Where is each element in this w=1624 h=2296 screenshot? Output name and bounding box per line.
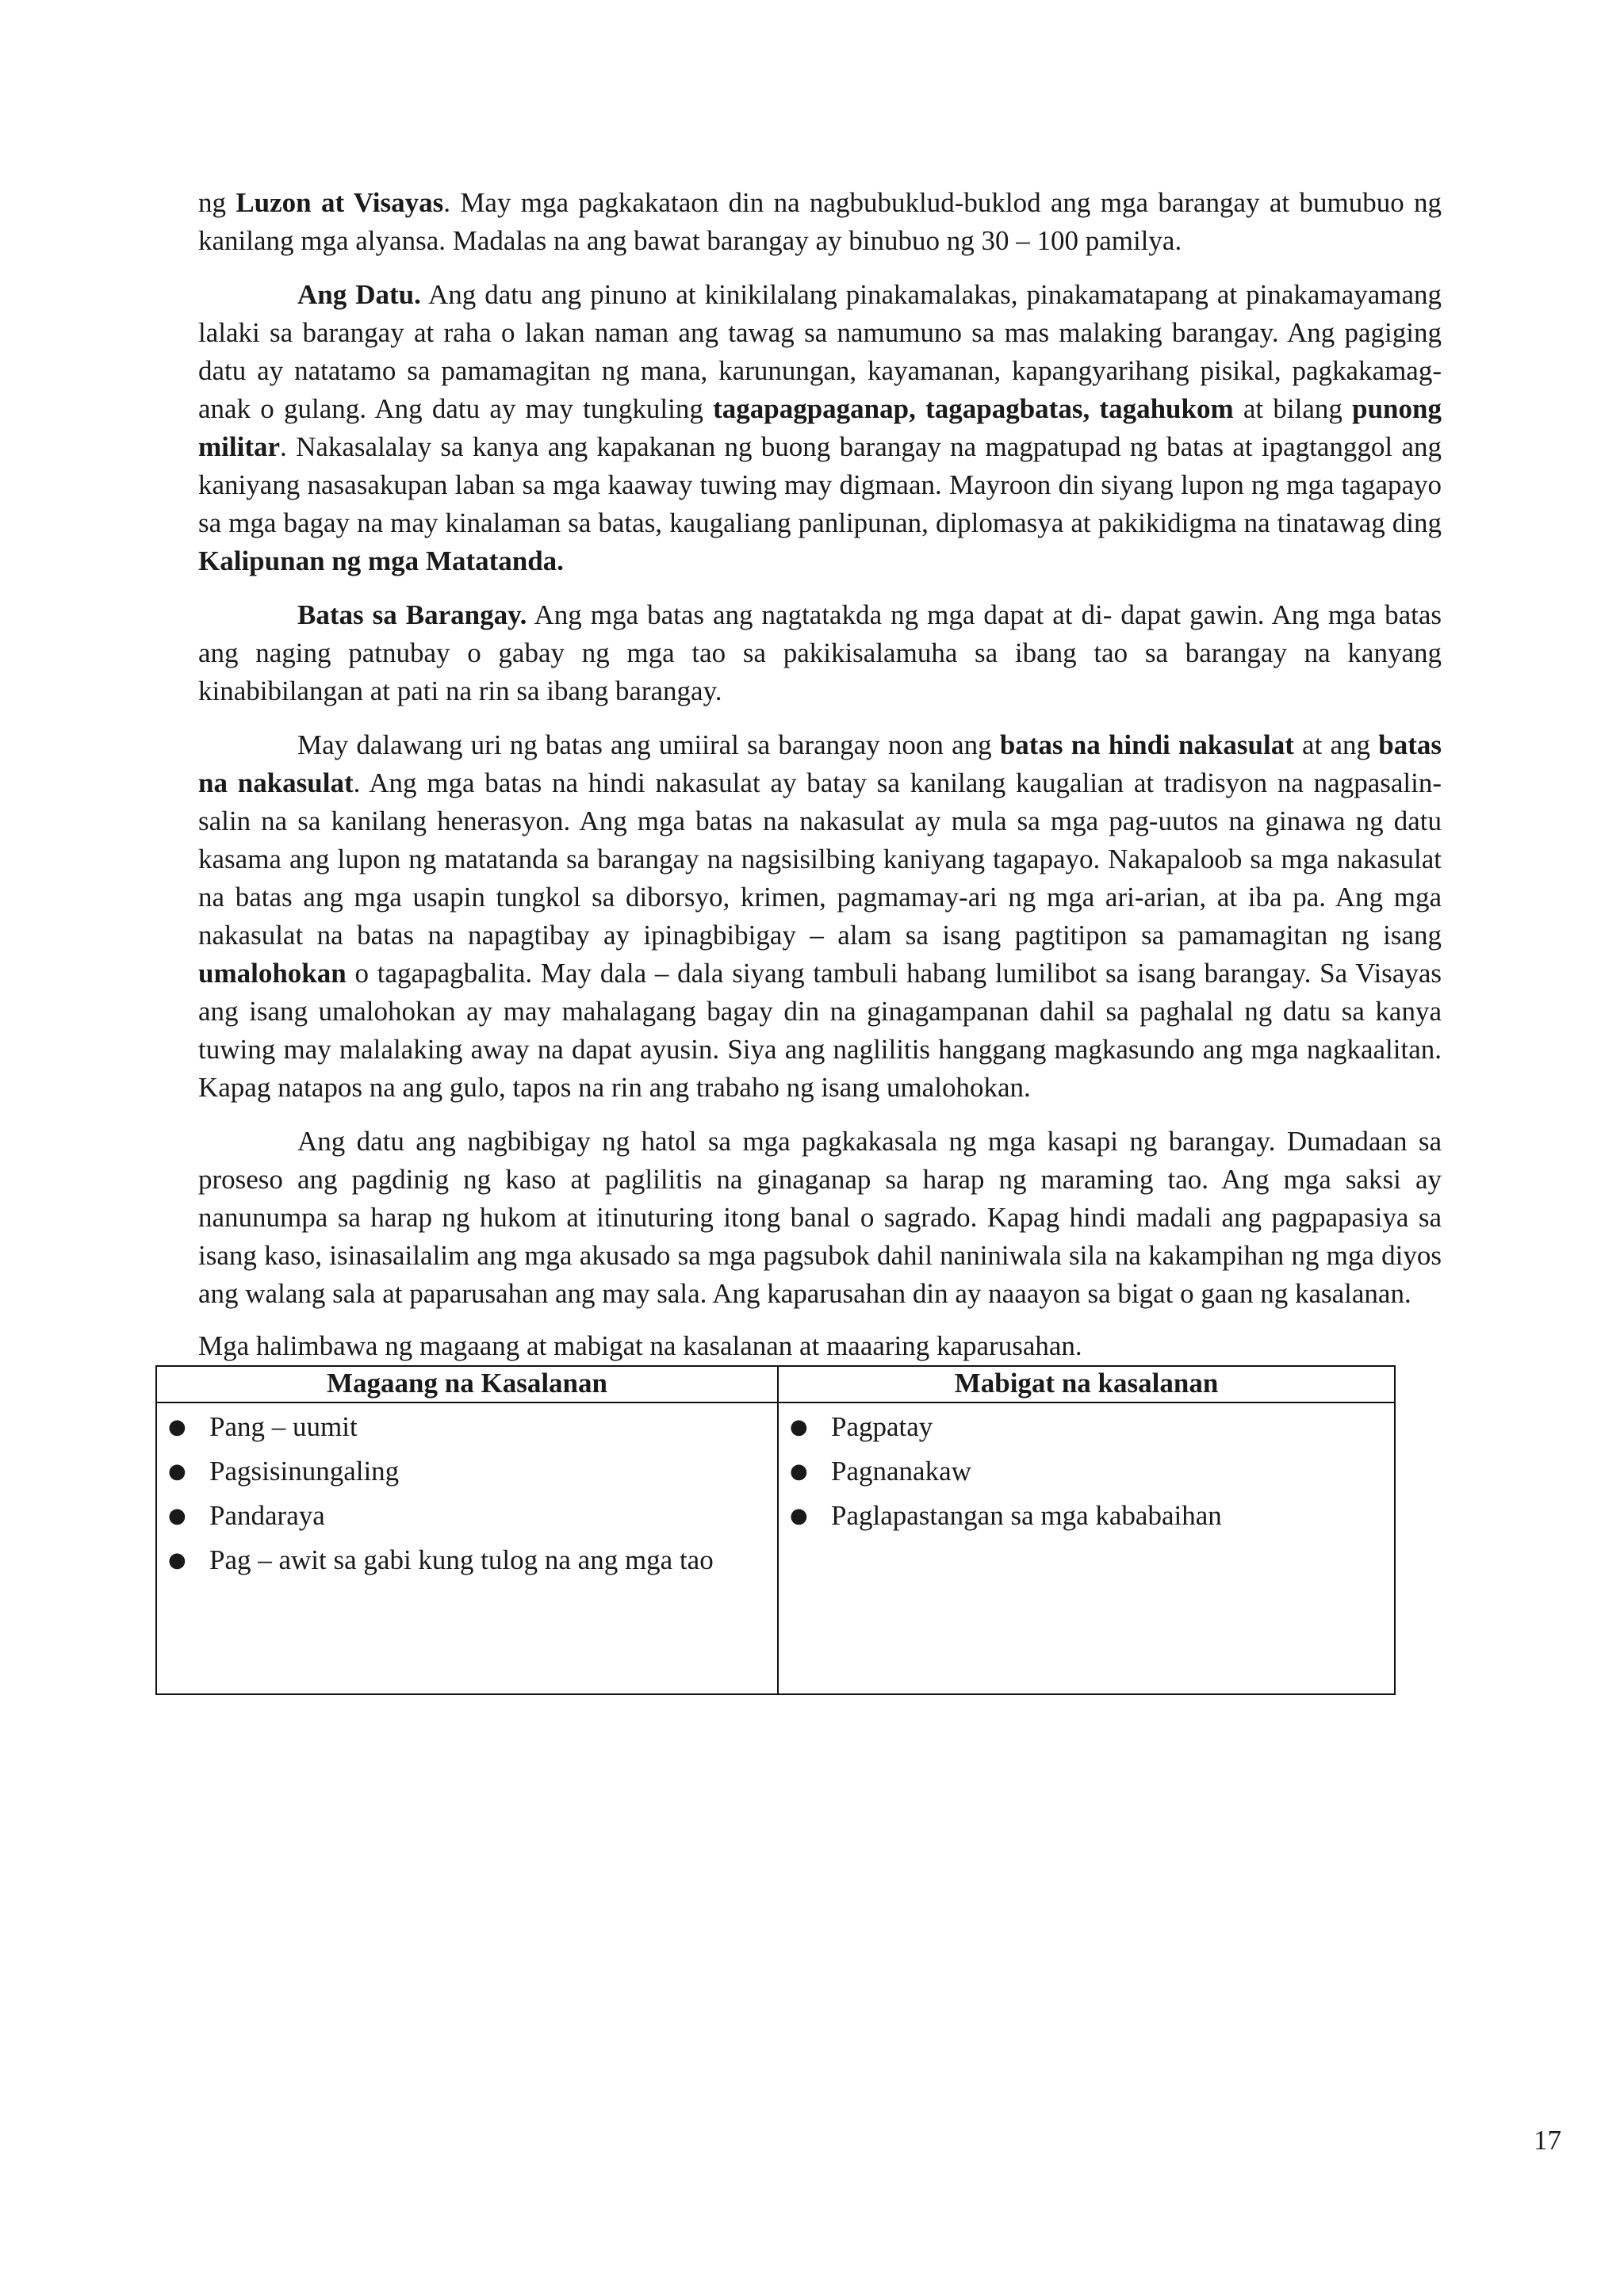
table-row — [156, 1402, 1395, 1694]
section-heading-ang-datu: Ang Datu. — [297, 279, 421, 310]
table-caption: Mga halimbawa ng magaang at mabigat na kasalanan at maaaring kaparusahan. — [198, 1330, 1082, 1361]
paragraph-hatol: Ang datu ang nagbibigay ng hatol sa mga pagkakasala ng mga kasapi ng barangay. Dumadaan sa proseso ang pagdinig ng kaso at paglilitis na ginaganap sa harap ng maraming tao. Ang mga saksi ay nanunumpa sa harap ng hukom at itinuturing itong banal o sagrado. Kapag hindi madali ang pagpapasiya sa isang kaso, isinasailalim ang mga akusado sa mga pagsubok dahil naniniwala sila na kakampihan ng mga diyos ang walang sala at paparusahan ang may sala. Ang kaparusahan din ay naaayon sa bigat o gaan ng kasalanan. — [198, 1126, 1442, 1309]
bold-term: Kalipunan ng mga Matatanda. — [198, 545, 564, 576]
list-item: ● Pag – awit sa gabi kung tulog na ang mga tao — [209, 1541, 760, 1579]
paragraph-uri-ng-batas: May dalawang uri ng batas ang umiiral sa barangay noon ang batas na hindi nakasulat at ang batas na nakasulat. Ang mga batas na hindi nakasulat ay batay sa kanilang kaugalian at tradisyon na nagpasalin-salin na sa kanilang henerasyon. Ang mga batas na nakasulat ay mula sa mga pag-uutos na ginawa ng datu kasama ang lupon ng matatanda sa barangay na nagsisilbing kaniyang tagapayo. Nakapaloob sa mga nakasulat na batas ang mga usapin tungkol sa diborsyo, krimen, pagmamay-ari ng mga ari-arian, at iba pa. Ang mga nakasulat na batas na napagtibay ay ipinagbibigay – alam sa isang pagtitipon sa pamamagitan ng isang umalohokan o tagapagbalita. May dala – dala siyang tambuli habang lumilibot sa isang barangay. Sa Visayas ang isang umalohokan ay may mahalagang bagay din na ginagampanan dahil sa paghalal ng datu sa kanya tuwing may malalaking away na dapat ayusin. Siya ang naglilitis hanggang magkasundo ang mga nagkaalitan. Kapag natapos na ang gulo, tapos na rin ang trabaho ng isang umalohokan. — [198, 729, 1442, 1103]
list-item: ● Pang – uumit — [209, 1408, 760, 1446]
bold-term: batas na nakasulat — [198, 729, 1442, 798]
section-heading-batas: Batas sa Barangay. — [297, 599, 527, 630]
list-item: ● Pandaraya — [209, 1497, 760, 1535]
mabigat-list — [779, 1408, 1394, 1535]
magaang-cell — [156, 1402, 778, 1694]
page-number: 17 — [1534, 2125, 1561, 2156]
mabigat-cell — [778, 1402, 1395, 1694]
list-item: ● Pagnanakaw — [831, 1452, 1377, 1490]
bold-term: punong militar — [198, 393, 1442, 462]
bold-term: tagapagpaganap, tagapagbatas, tagahukom — [713, 393, 1234, 424]
bold-term: umalohokan — [198, 958, 347, 989]
paragraph-1: ng Luzon at Visayas. May mga pagkakataon din na nagbubuklud-buklod ang mga barangay at bumubuo ng kanilang mga alyansa. Madalas na ang bawat barangay ay binubuo ng 30 – 100 pamilya. — [198, 187, 1442, 256]
magaang-list — [157, 1408, 777, 1579]
header-magaang: Magaang na Kasalanan — [156, 1366, 778, 1402]
kasalanan-table — [155, 1365, 1396, 1695]
bold-term: Luzon at Visayas — [236, 187, 444, 218]
paragraph-ang-datu: Ang Datu. Ang datu ang pinuno at kinikilalang pinakamalakas, pinakamatapang at pinakamayamang lalaki sa barangay at raha o lakan naman ang tawag sa namumuno sa mas malaking barangay. Ang pagiging datu ay natatamo sa pamamagitan ng mana, karunungan, kayamanan, kapangyarihang pisikal, pagkakamag-anak o gulang. Ang datu ay may tungkuling tagapagpaganap, tagapagbatas, tagahukom at bilang punong militar. Nakasalalay sa kanya ang kapakanan ng buong barangay na magpatupad ng batas at ipagtanggol ang kaniyang nasasakupan laban sa mga kaaway tuwing may digmaan. Mayroon din siyang lupon ng mga tagapayo sa mga bagay na may kinalaman sa batas, kaugaliang panlipunan, diplomasya at pakikidigma na tinatawag ding Kalipunan ng mga Matatanda. — [198, 279, 1442, 576]
bold-term: batas na hindi nakasulat — [999, 729, 1294, 760]
list-item: ● Paglapastangan sa mga kababaihan — [831, 1497, 1377, 1535]
document-body — [198, 184, 1442, 1695]
list-item: ● Pagsisinungaling — [209, 1452, 760, 1490]
list-item: ● Pagpatay — [831, 1408, 1377, 1446]
paragraph-batas-sa-barangay: Batas sa Barangay. Ang mga batas ang nagtatakda ng mga dapat at di- dapat gawin. Ang mga batas ang naging patnubay o gabay ng mga tao sa pakikisalamuha sa ibang tao sa barangay na kanyang kinabibilangan at pati na rin sa ibang barangay. — [198, 599, 1442, 706]
table-header-row — [156, 1366, 1395, 1402]
header-mabigat: Mabigat na kasalanan — [778, 1366, 1395, 1402]
